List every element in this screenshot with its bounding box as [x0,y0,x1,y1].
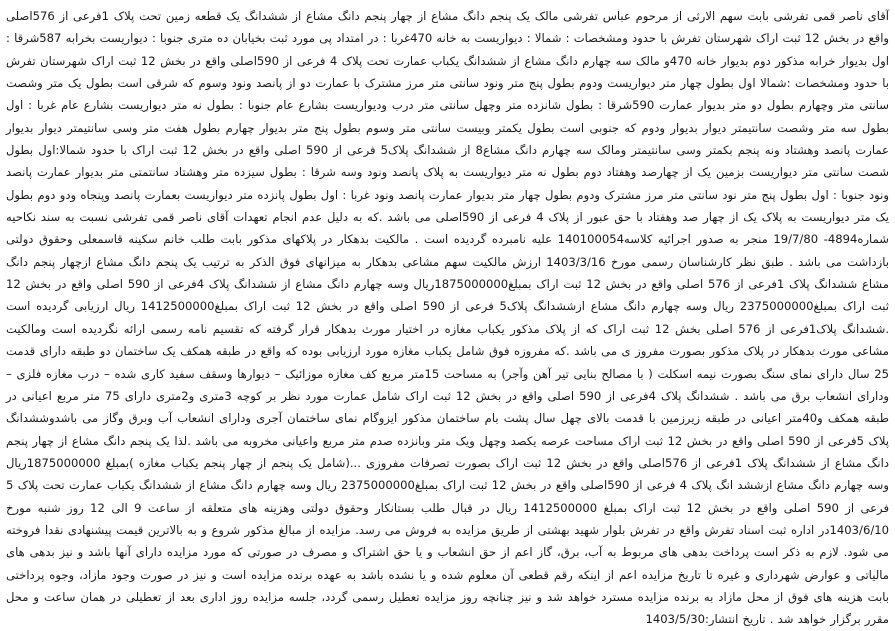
auction-notice-text: آقای ناصر قمی تفرشی بابت سهم الارثی از مرحوم عباس تفرشی مالک یک پنجم دانگ مشاع از چهار پنجم دانگ مشاع از ششدانگ یک قطعه زمین تحت پلاک 1فرعی از 576اصلی واقع در بخش 12 ثبت اراک شهرستان تفرش با حدود ومشخصات : شمالا : دیواریست به خانه 470غربا : در امتداد پی مورد ثبت بخیابان ده متری جنوبا : دیواریست بخرابه 587شرقا : اول بدیوار خرابه مذکور دوم بدیوار خانه 470و مالک سه چهارم دانگ مشاع از ششدانگ یکباب عمارت تحت پلاک 4 فرعی از 590اصلی واقع در بخش 12 ثبت اراک شهرستان تفرش با حدود ومشخصات :شمالا اول بطول چهار متر دیواریست ودوم بطول پنج متر ونود سانتی متر مرز مشترک با عمارت دو از پانصد ونود وسوم که شرقی است بطول یک متر وشصت سانتی متر وچهارم بطول دو متر بدیوار عمارت 590شرقا : بطول شانزده متر وچهل سانتی متر درب ودیواریست بشارع عام جنوبا : بطول نه متر دیواریست بشارع عام غربا : اول بطول سه متر وشصت سانتیمتر دیوار بدیوار ودوم که جنوبی است بطول یکمتر وبیست سانتی متر وسوم بطول پنج متر بدیوار چهارم بطول هفت متر وسی سانتیمتر دیوار بدیوار عمارت پانصد وهشتاد ونه پنجم بکمتر وسی سانتیمتر ومالک سه چهارم دانگ مشاع8 از ششدانگ پلاک5 فرعی از 590 اصلی واقع در بخش 12 ثبت اراک با حدود شمالا:اول بطول شصت سانتی متر دیواریست بزمین یک از چهارصد وهفتاد دوم بطول نه متر دیواریست به پلاک پانصد ونود وسه شرقا : بطول سیزده متر وهشتاد سانتمتی متر بدیوار عمارت پانصد ونود جنوبا : اول بطول پنج متر نود سانتی متر مرز مشترک ودوم بطول چهار متر بدیوار عمارت پانصد ونود غربا : اول بطول پانزده متر دیواریست بعمارت پانصد وپنجاه ودو دوم بطول یک متر دیواریست به پلاک یک از چهار صد وهفتاد با حق عبور از پلاک 4 فرعی از 590اصلی می باشد .که به دلیل عدم انجام تعهدات آقای ناصر قمی تفرشی نسبت به سند نکاحیه شماره4894- 19/7/80 منجر به صدور اجرائیه کلاسه140100054 علیه نامبرده گردیده است . مالکیت بدهکار در پلاکهای مذکور بابت طلب خانم سکینه قاسمعلی وحقوق دولتی بازداشت می باشد . طبق نظر کارشناسان رسمی مورخ 1403/3/16 ارزش مالکیت سهم مشاعی بدهکار به میزانهای فوق الذکر به ترتیب یک پنجم دانگ مشاع ازچهار پنجم دانگ مشاع ششدانگ پلاک 1فرعی از 576 اصلی واقع در بخش 12 ثبت اراک بمبلغ1875000000ریال وسه چهارم دانگ مشاع از ششدانگ پلاک 4فرعی از 590 اصلی واقع در بخش 12 ثبت اراک بمبلغ2375000000 ریال وسه چهارم دانگ مشاع ازششدانگ پلاک5 فرعی از 590 اصلی واقع در بخش 12 ثبت اراک بمبلغ1412500000 ریال ارزیابی گردیده است .ششدانگ پلاک1فرعی از 576 اصلی بخش 12 ثبت اراک که از پلاک مذکور یکباب مغازه در اختیار مورث بدهکار قرار گرفته که تقسیم نامه رسمی ارائه نگردیده است ومالکیت مشاعی مورث بدهکار در پلاک مذکور بصورت مفروز ی می باشد .که مفروزه فوق شامل یکباب مغازه مورد ارزیابی بوده که واقع در طبقه همکف یک ساختمان دو طبقه دارای قدمت 25 سال دارای نمای سنگ بصورت نیمه اسکلت ( با مصالح بنایی تیر آهن وآجر) به مساحت 15متر مربع کف مغازه موزائیک – دیوارها وسقف سفید کاری شده – درب مغازه فلزی – ودارای انشعاب برق می باشد . ششدانگ پلاک 4فرعی از 590 اصلی واقع در بخش 12 ثبت اراک شامل عمارت مورد نظر بر کوچه 3متری و2متری دارای 75 متر مربع اعیانی در طبقه همکف و40متر اعیانی در طبقه زیرزمین با قدمت بالای چهل سال پشت بام ساختمان مذکور ایزوگام نمای ساختمان آجری ودارای انشعاب آب وبرق وگاز می باشدوششدانگ پلاک 5فرعی از 590 اصلی واقع در بخش 12 ثبت اراک مساحت عرصه یکصد وچهل ویک متر وبانزده صدم متر مربع واعیانی مخروبه می باشد .لذا یک پنجم دانگ مشاع از چهار پنجم دانگ مشاع از ششدانگ پلاک 1فرعی از 576اصلی واقع در بخش 12 ثبت اراک بصورت تصرفات مفروزی ...(شامل یک پنجم از چهار پنجم یکباب مغازه )بمبلغ 1875000000ریال وسه چهارم دانگ مشاع ازششد انگ پلاک 4 فرعی از 590اصلی واقع در بخش 12 ثبت اراک بمبلغ2375000000 ریال وسه چهارم دانگ مشاع از ششدانگ یکباب عمارت تحت پلاک 5 فرعی از 590 اصلی واقع در بخش 12 ثبت اراک بمبلغ 1412500000 ریال در قبال طلب بستانکار وحقوق دولتی وهزینه های متعلقه از ساعت 9 الی 12 روز شنبه مورخ 1403/6/10در اداره ثبت اسناد تفرش واقع در تفرش بلوار شهید بهشتی از طریق مزایده به فروش می رسد. مزایده از مبالغ مذکور شروع و به بالاترین قیمت پیشنهادی نقدا فروخته می شود. لازم به ذکر است پرداخت بدهی های مربوط به آب، برق، گاز اعم از حق انشعاب و یا حق اشتراک و مصرف در صورتی که مورد مزایده دارای آنها باشد و نیز بدهی های مالیاتی و عوارض شهرداری و غیره تا تاریخ مزایده اعم از اینکه رقم قطعی آن معلوم شده و یا نشده باشد به عهده برنده مزایده است و نیز در صورت وجود مازاد، وجوه پرداختی بابت هزینه های فوق از محل مازاد به برنده مزایده مسترد خواهد شد و نیز چنانچه روز مزایده تعطیل رسمی گردد، جلسه مزایده روز اداری بعد از تعطیلی در همان ساعت و محل مقرر برگزار خواهد شد . تاریخ انتشار:1403/5/30 [6,9,890,627]
